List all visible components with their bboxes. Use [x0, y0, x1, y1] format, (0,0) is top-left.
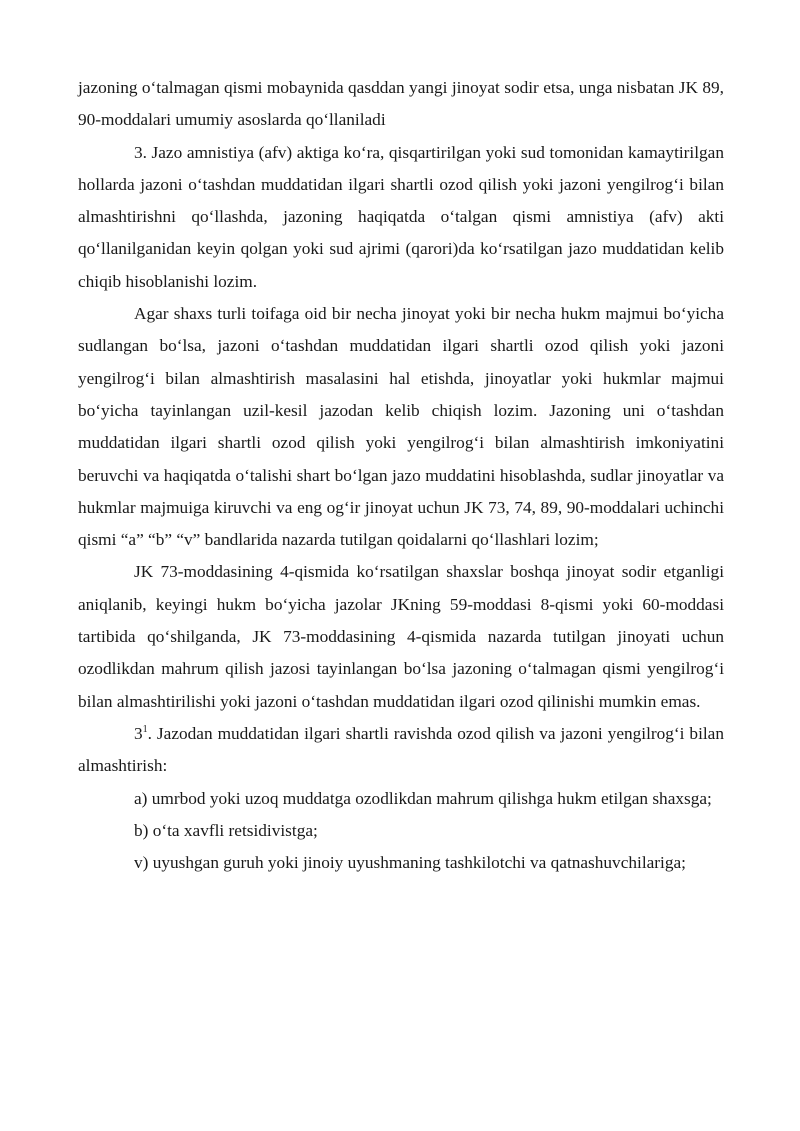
item-number: 3 — [134, 723, 143, 743]
item-3-1-text: . Jazodan muddatidan ilgari shartli ravishda ozod qilish va jazoni yengilrog‘i bilan almashtirish: — [78, 723, 724, 776]
list-item-b: b) o‘ta xavfli retsidivistga; — [134, 820, 318, 840]
item-superscript: 1 — [142, 723, 148, 735]
paragraph-continuation: jazoning o‘talmagan qismi mobaynida qasddan yangi jinoyat sodir etsa, unga nisbatan JK 89, 90-moddalari umumiy asoslarda qo‘llaniladi — [78, 78, 724, 130]
paragraph-article-73: JK 73-moddasining 4-qismida ko‘rsatilgan shaxslar boshqa jinoyat sodir etganligi aniqlanib, keyingi hukm bo‘yicha jazolar JKning 59-moddasi 8-qismi yoki 60-moddasi tartibida qo‘shilganda, JK 73-moddasining 4-qismida nazarda tutilgan jinoyati uchun ozodlikdan mahrum qilish jazosi tayinlangan bo‘lsa jazoning o‘talmagan qismi yengilrog‘i bilan almashtirilishi yoki jazoni o‘tashdan muddatidan ilgari ozod qilinishi mumkin emas. — [78, 562, 724, 711]
list-item-a: a) umrbod yoki uzoq muddatga ozodlikdan mahrum qilishga hukm etilgan shaxsga; — [134, 788, 712, 808]
paragraph-item-3: 3. Jazo amnistiya (afv) aktiga ko‘ra, qisqartirilgan yoki sud tomonidan kamaytirilgan hollarda jazoni o‘tashdan muddatidan ilgari shartli ozod qilish yoki jazoni yengilrog‘i bilan almashtirishni qo‘llashda, jazoning haqiqatda o‘talgan qismi amnistiya (afv) akti qo‘llanilganidan keyin qolgan yoki sud ajrimi (qarori)da ko‘rsatilgan jazo muddatidan kelib chiqib hisoblanishi lozim. — [78, 142, 724, 291]
paragraph-item-3-1 — [78, 718, 724, 783]
list-item-v: v) uyushgan guruh yoki jinoiy uyushmaning tashkilotchi va qatnashuvchilariga; — [134, 853, 686, 873]
paragraph-multiple-crimes: Agar shaxs turli toifaga oid bir necha jinoyat yoki bir necha hukm majmui bo‘yicha sudlangan bo‘lsa, jazoni o‘tashdan muddatidan ilgari shartli ozod qilish yoki jazoni yengilrog‘i bilan almashtirish masalasini hal etishda, jinoyatlar yoki hukmlar majmui bo‘yicha tayinlangan uzil-kesil jazodan kelib chiqish lozim. Jazoning uni o‘tashdan muddatidan ilgari shartli ozod qilish yoki yengilrog‘i bilan almashtirish imkoniyatini beruvchi va haqiqatda o‘talishi shart bo‘lgan jazo muddatini hisoblashda, sudlar jinoyatlar va hukmlar majmuiga kiruvchi va eng og‘ir jinoyat uchun JK 73, 74, 89, 90-moddalari uchinchi qismi “a” “b” “v” bandlarida nazarda tutilgan qoidalarni qo‘llashlari lozim; — [78, 304, 724, 550]
document-page — [78, 72, 724, 879]
